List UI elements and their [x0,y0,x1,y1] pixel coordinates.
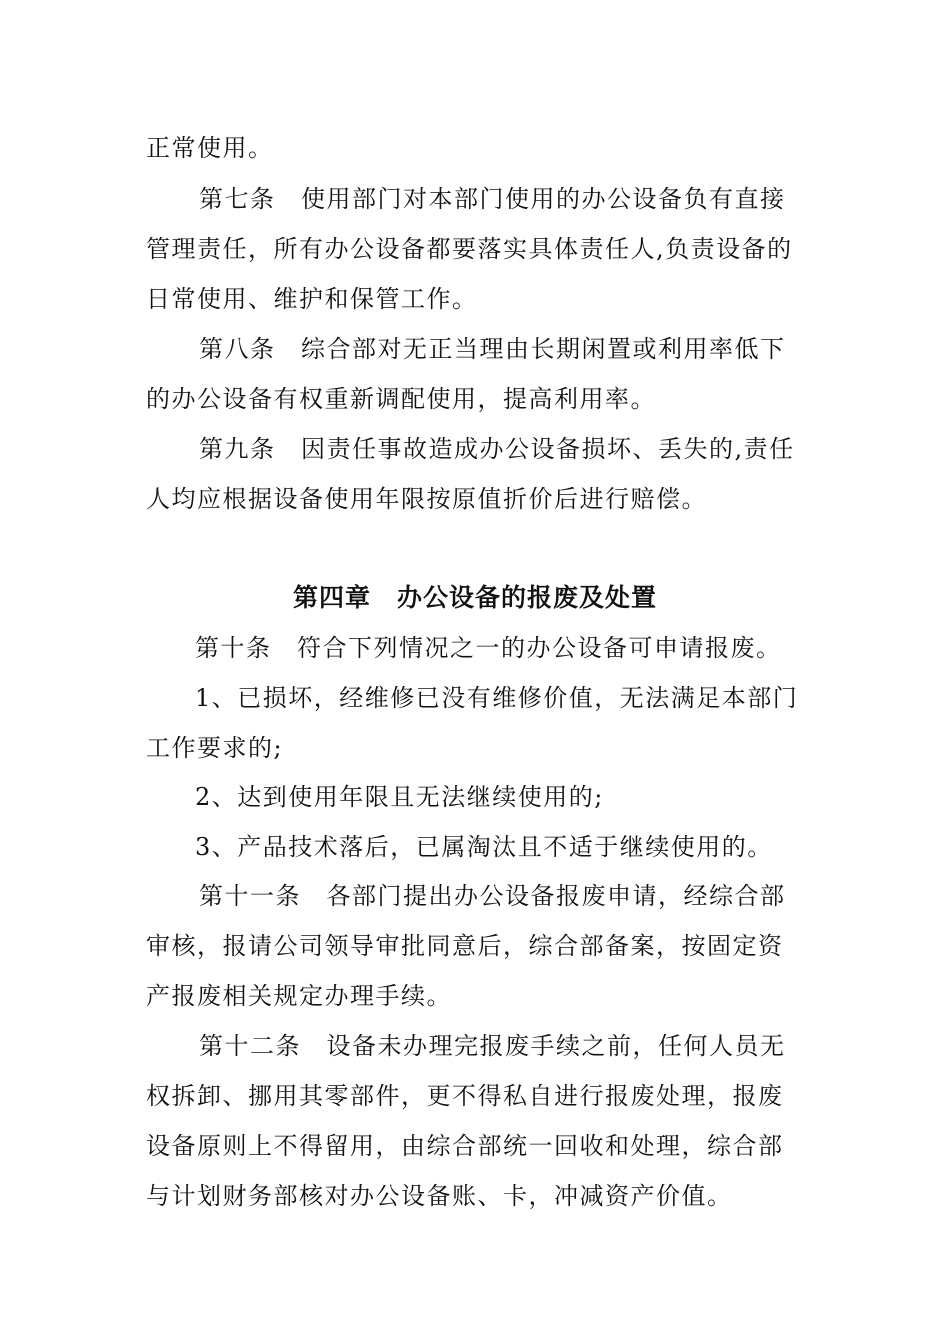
paragraph-line: 工作要求的; [146,734,284,762]
article-11-line: 第十一条 各部门提出办公设备报废申请，经综合部 [199,882,786,910]
article-12-line: 第十二条 设备未办理完报废手续之前，任何人员无 [199,1032,786,1060]
chapter-heading: 第四章 办公设备的报废及处置 [292,583,657,612]
paragraph-line: 日常使用、维护和保管工作。 [146,285,478,313]
list-item-2: 2、达到使用年限且无法继续使用的; [195,783,604,811]
paragraph-line: 的办公设备有权重新调配使用，提高利用率。 [146,385,656,413]
paragraph-line: 权拆卸、挪用其零部件，更不得私自进行报废处理，报废 [146,1082,784,1110]
paragraph-line: 审核，报请公司领导审批同意后，综合部备案，按固定资 [146,932,784,960]
article-9-line: 第九条 因责任事故造成办公设备损坏、丢失的,责任 [199,435,795,463]
article-8-line: 第八条 综合部对无正当理由长期闲置或利用率低下 [199,335,786,363]
article-7-line: 第七条 使用部门对本部门使用的办公设备负有直接 [199,185,786,213]
article-10-line: 第十条 符合下列情况之一的办公设备可申请报废。 [195,634,782,662]
list-item-1: 1、已损坏，经维修已没有维修价值，无法满足本部门 [195,684,799,712]
list-item-3: 3、产品技术落后，已属淘汰且不适于继续使用的。 [195,833,773,861]
paragraph-line: 产报废相关规定办理手续。 [146,982,452,1010]
paragraph-line: 设备原则上不得留用，由综合部统一回收和处理，综合部 [146,1132,784,1160]
paragraph-line: 管理责任，所有办公设备都要落实具体责任人,负责设备的 [146,235,793,263]
paragraph-line: 正常使用。 [146,134,274,162]
paragraph-line: 与计划财务部核对办公设备账、卡，冲减资产价值。 [146,1182,733,1210]
paragraph-line: 人均应根据设备使用年限按原值折价后进行赔偿。 [146,485,707,513]
